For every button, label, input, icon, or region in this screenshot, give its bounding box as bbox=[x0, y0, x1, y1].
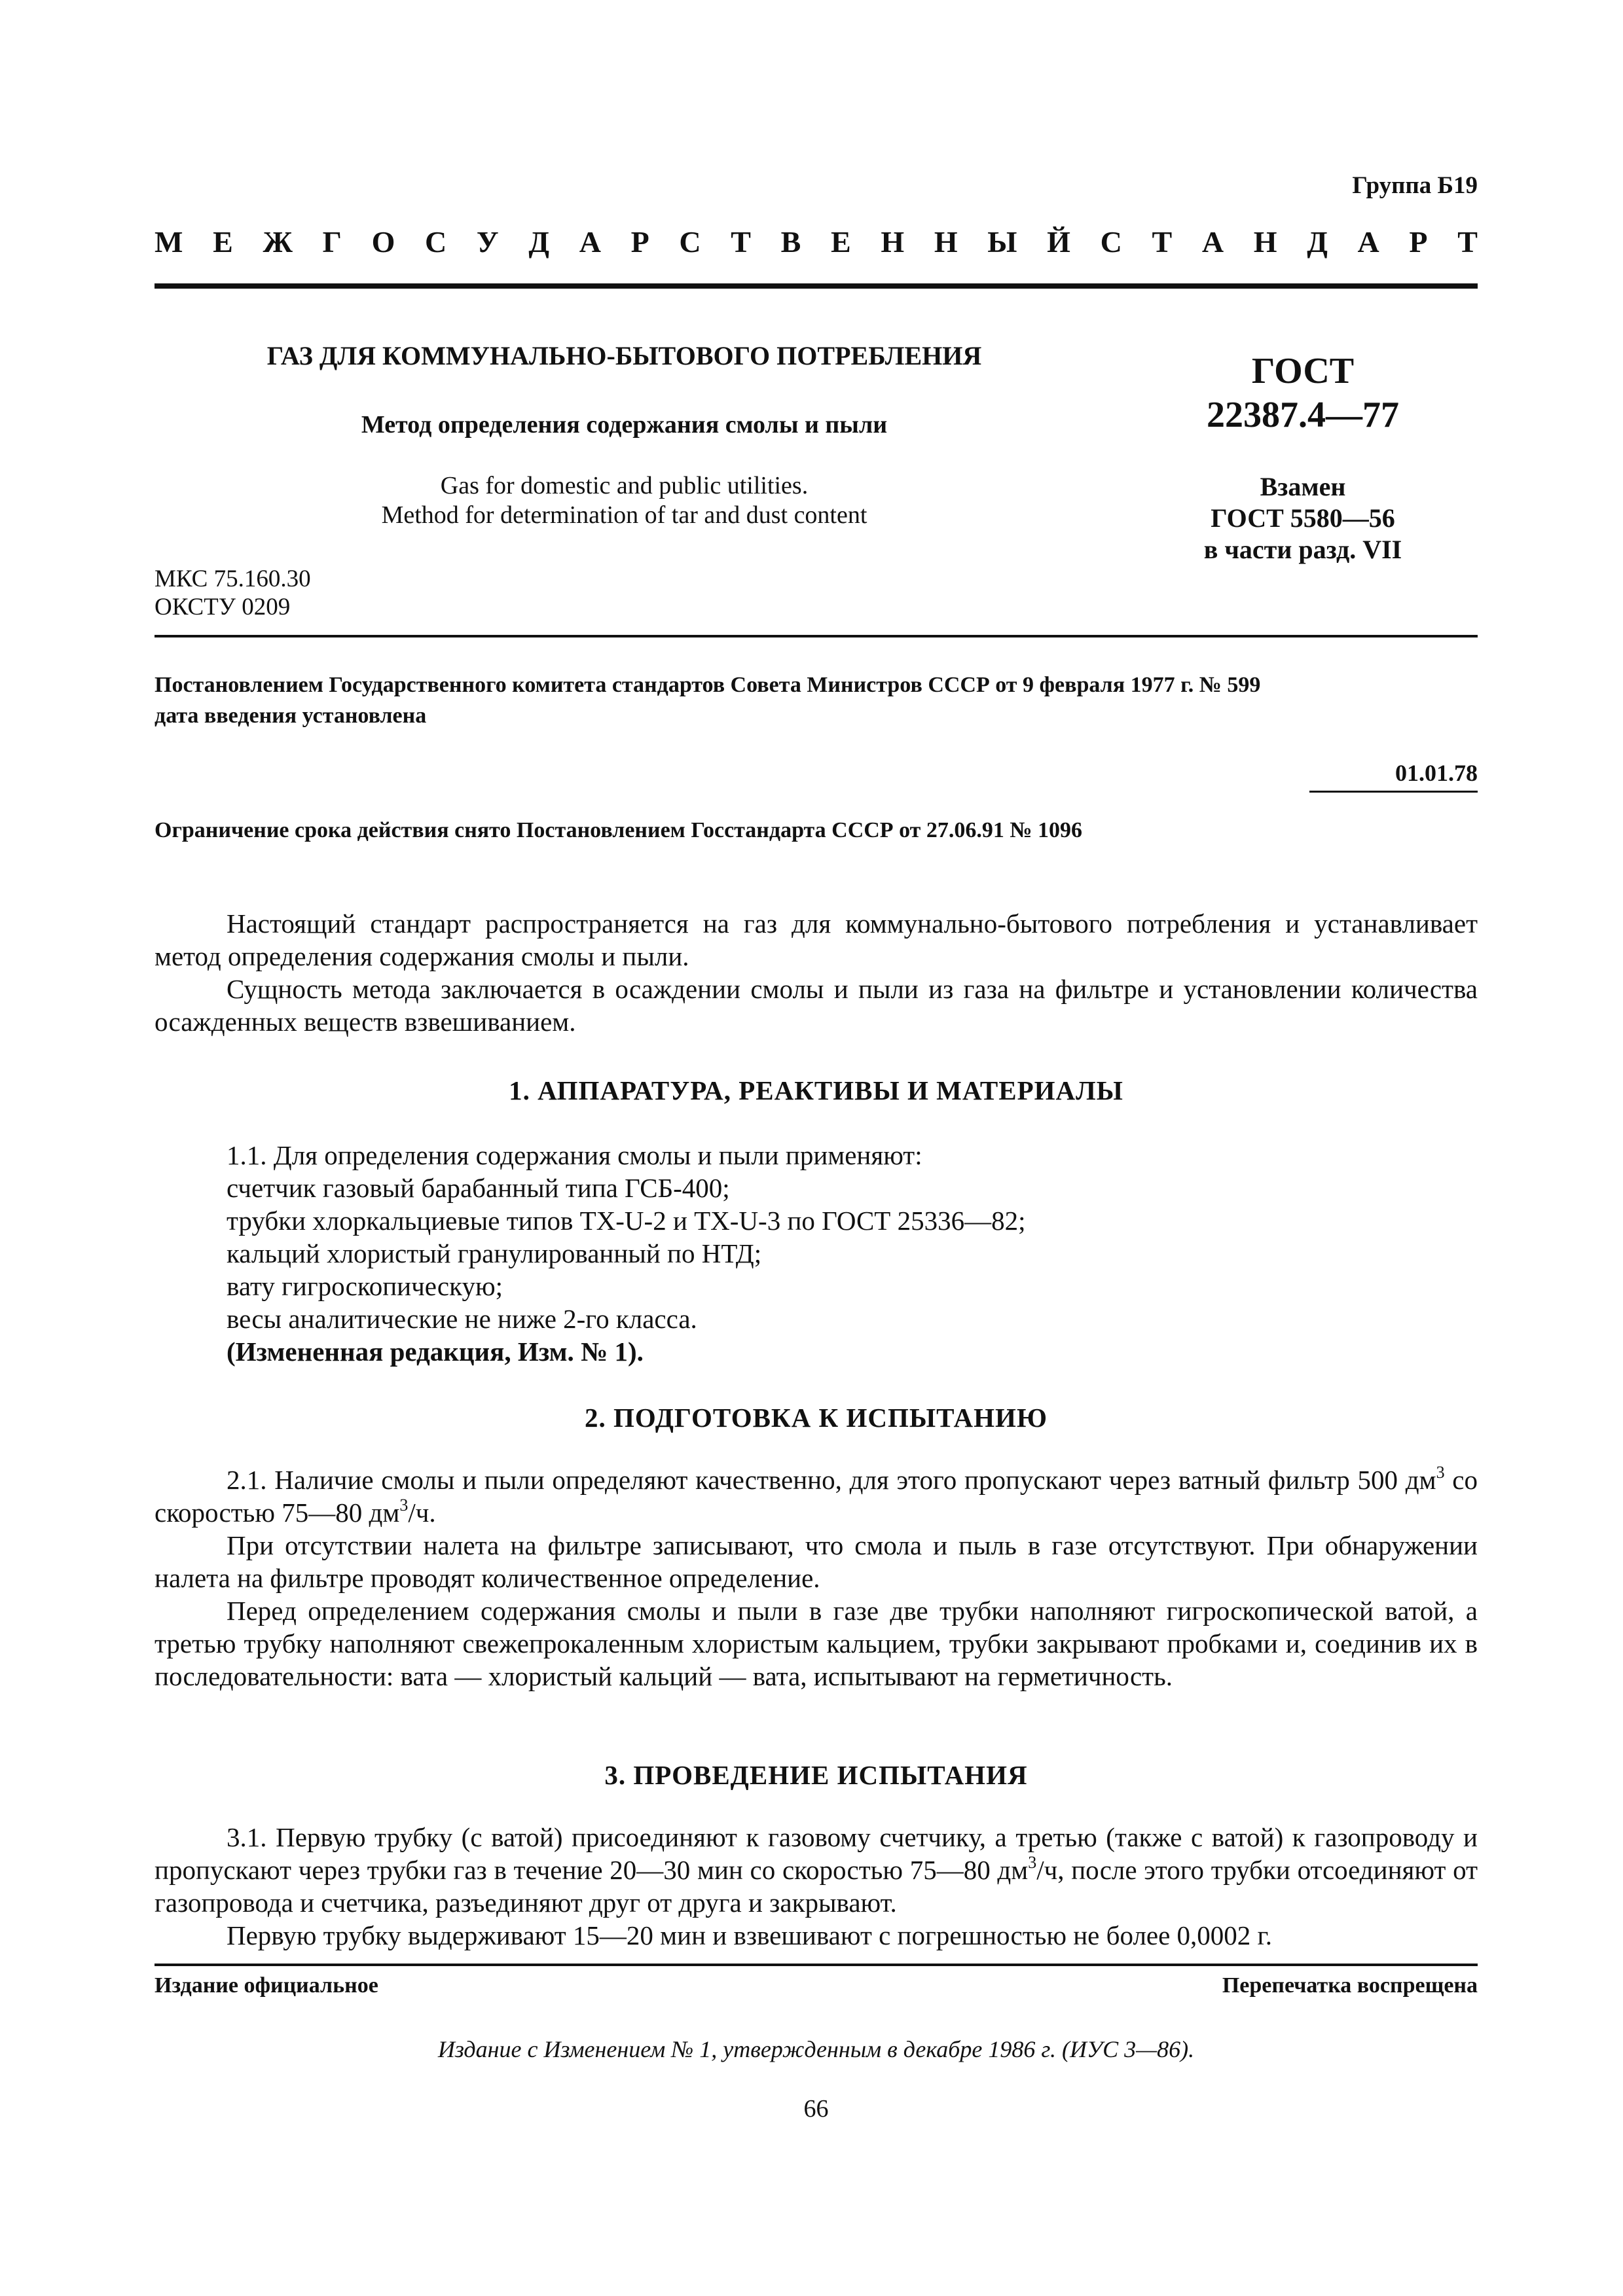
list-item: 1.1. Для определения содержания смолы и пыли применяют: bbox=[227, 1140, 922, 1170]
decree-line: Постановлением Государственного комитета стандартов Совета Министров СССР от 9 февраля 1977 г. № 599 bbox=[155, 673, 1261, 697]
title-letter: Д bbox=[1307, 225, 1328, 259]
title-letter: Е bbox=[213, 225, 233, 259]
gost-number: 22387.4—77 bbox=[1207, 395, 1399, 435]
limitation-note: Ограничение срока действия снято Постановлением Госстандарта СССР от 27.06.91 № 1096 bbox=[155, 818, 1082, 842]
title-letter: С bbox=[679, 225, 701, 259]
title-letter: Ж bbox=[263, 225, 293, 259]
list-item: счетчик газовый барабанный типа ГСБ-400; bbox=[227, 1173, 730, 1203]
replaced-section: в части разд. VII bbox=[1203, 535, 1402, 564]
title-letter: Г bbox=[322, 225, 342, 259]
page-number: 66 bbox=[803, 2095, 829, 2123]
title-letter: Й bbox=[1047, 225, 1070, 259]
title-letter: М bbox=[155, 225, 183, 259]
title-letter: С bbox=[425, 225, 447, 259]
title-letter: В bbox=[780, 225, 801, 259]
interstate-standard-heading bbox=[155, 224, 1478, 264]
clause-2-1: 2.1. Наличие смолы и пыли определяют качественно, для этого пропускают через ватный фильтр 500 $дм^3$ со скоростью 75—80 $дм^3/ч$. bbox=[155, 1463, 1478, 1528]
english-title-line-2: Method for determination of tar and dust content bbox=[381, 501, 867, 529]
header-thick-rule bbox=[155, 283, 1478, 289]
english-title-line-1: Gas for domestic and public utilities. bbox=[440, 472, 809, 499]
list-item: весы аналитические не ниже 2-го класса. bbox=[227, 1304, 697, 1334]
title-letter: Р bbox=[630, 225, 649, 259]
title-letter: Н bbox=[934, 225, 958, 259]
gost-label: ГОСТ bbox=[1251, 351, 1355, 391]
section-3-heading: 3. ПРОВЕДЕНИЕ ИСПЫТАНИЯ bbox=[604, 1760, 1028, 1790]
okstu-code: ОКСТУ 0209 bbox=[155, 594, 291, 620]
section-1-list bbox=[227, 1139, 1478, 1368]
edition-note: Издание с Изменением № 1, утвержденным в декабре 1986 г. (ИУС 3—86). bbox=[437, 2036, 1195, 2062]
introduction-date: 01.01.78 bbox=[1309, 759, 1478, 793]
mks-code: МКС 75.160.30 bbox=[155, 565, 311, 592]
title-letter: А bbox=[579, 225, 601, 259]
title-letter: Е bbox=[831, 225, 851, 259]
section-2-paragraph: При отсутствии налета на фильтре записывают, что смола и пыль в газе отсутствуют. При обнаружении налета на фильтре проводят количественное определение. bbox=[155, 1530, 1478, 1593]
title-letter: Т bbox=[1457, 225, 1478, 259]
section-2-heading: 2. ПОДГОТОВКА К ИСПЫТАНИЮ bbox=[584, 1403, 1048, 1433]
title-letter: Т bbox=[731, 225, 751, 259]
intro-paragraph: Настоящий стандарт распространяется на газ для коммунально-бытового потребления и устанавливает метод определения содержания смолы и пыли. bbox=[155, 908, 1478, 971]
title-letter: Н bbox=[1253, 225, 1277, 259]
title-letter: Ы bbox=[987, 225, 1017, 259]
title-letter: С bbox=[1100, 225, 1122, 259]
list-item: кальций хлористый гранулированный по НТД; bbox=[227, 1238, 762, 1268]
list-item: трубки хлоркальциевые типов ТХ-U-2 и ТХ-U-3 по ГОСТ 25336—82; bbox=[227, 1206, 1026, 1236]
section-3-body bbox=[155, 1821, 1478, 1952]
section-2-paragraph: Перед определением содержания смолы и пыли в газе две трубки наполняют гигроскопической ватой, а третью трубку наполняют свежепрокаленным хлористым кальцием, трубки закрывают пробками и, соединив их в последовательности: вата — хлористый кальций — вата, испытывают на герметичность. bbox=[155, 1596, 1478, 1691]
official-edition-label: Издание официальное bbox=[155, 1973, 378, 1998]
title-letter: А bbox=[1201, 225, 1224, 259]
title-letter: Д bbox=[528, 225, 550, 259]
replaced-standard: ГОСТ 5580—56 bbox=[1211, 503, 1395, 533]
intro-paragraph: Сущность метода заключается в осаждении смолы и пыли из газа на фильтре и установлении количества осажденных веществ взвешиванием. bbox=[155, 974, 1478, 1037]
section-2-body bbox=[155, 1463, 1478, 1693]
title-letter: Т bbox=[1152, 225, 1173, 259]
section-1-heading: 1. АППАРАТУРА, РЕАКТИВЫ И МАТЕРИАЛЫ bbox=[509, 1075, 1123, 1105]
title-letter: А bbox=[1357, 225, 1379, 259]
document-subtitle: Метод определения содержания смолы и пыли bbox=[361, 411, 888, 439]
clause-3-1: 3.1. Первую трубку (с ватой) присоединяют к газовому счетчику, а третью (также с ватой) к газопроводу и пропускают через трубки газ в течение 20—30 мин со скоростью 75—80 $дм^3/ч$, после этого трубки отсоединяют от газопровода и счетчика, разъединяют друг от друга и закрывают. bbox=[155, 1822, 1478, 1918]
group-label: Группа Б19 bbox=[1352, 172, 1478, 199]
title-letter: У bbox=[476, 225, 499, 259]
replaces-label: Взамен bbox=[1260, 472, 1346, 501]
reprint-prohibited-label: Перепечатка воспрещена bbox=[1222, 1973, 1478, 1998]
section-3-paragraph: Первую трубку выдерживают 15—20 мин и взвешивают с погрешностью не более 0,0002 г. bbox=[227, 1920, 1272, 1950]
title-letter: О bbox=[371, 225, 395, 259]
introduction-date-label: дата введения установлена bbox=[155, 704, 427, 728]
amendment-note: (Измененная редакция, Изм. № 1). bbox=[227, 1336, 644, 1367]
title-letter: Н bbox=[881, 225, 905, 259]
title-block-rule bbox=[155, 635, 1478, 637]
document-title: ГАЗ ДЛЯ КОММУНАЛЬНО-БЫТОВОГО ПОТРЕБЛЕНИЯ bbox=[266, 341, 982, 370]
title-letter: Р bbox=[1409, 225, 1428, 259]
footer-rule bbox=[155, 1964, 1478, 1966]
introduction bbox=[155, 907, 1478, 1038]
list-item: вату гигроскопическую; bbox=[227, 1271, 503, 1301]
